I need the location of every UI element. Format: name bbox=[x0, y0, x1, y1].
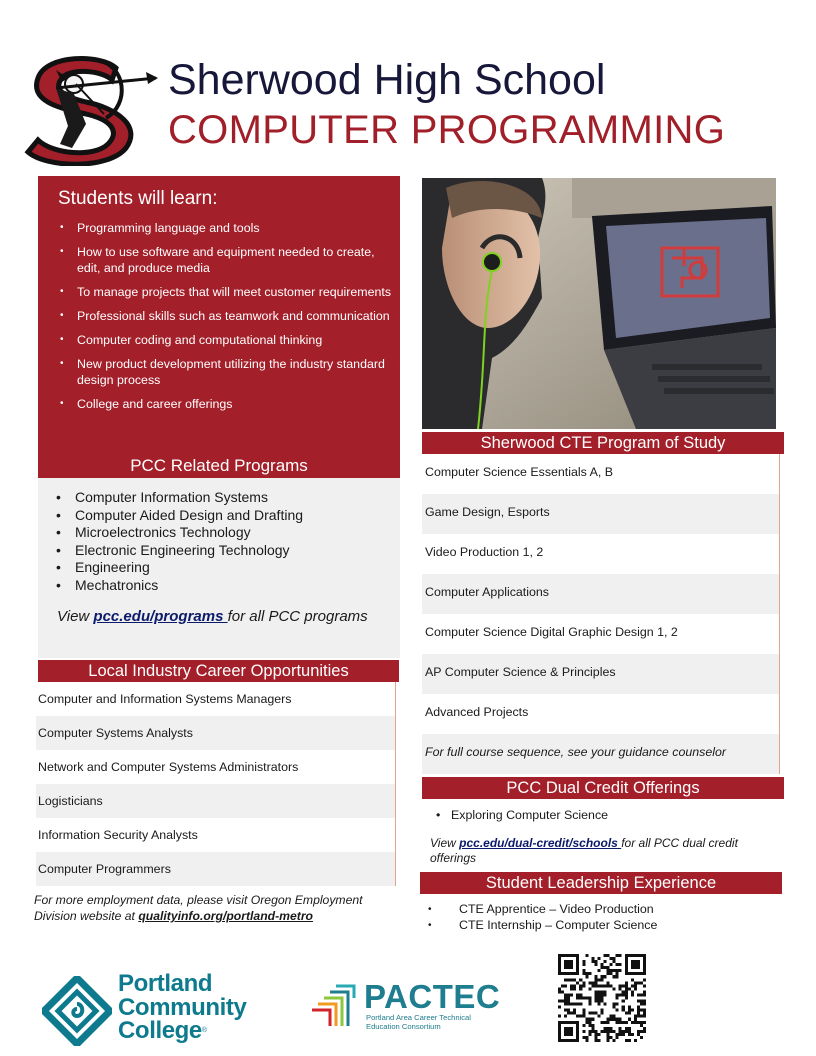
list-item: • Computer Aided Design and Drafting bbox=[56, 507, 303, 525]
list-item: • How to use software and equipment needed to create, edit, and produce media bbox=[58, 244, 398, 276]
pactec-name: PACTEC bbox=[364, 978, 501, 1015]
qr-code-icon bbox=[558, 954, 646, 1042]
pcc-programs-list bbox=[56, 489, 303, 595]
table-row: Computer and Information Systems Managers bbox=[38, 692, 292, 706]
list-item: • CTE Apprentice – Video Production bbox=[428, 902, 657, 918]
pactec-mark-icon bbox=[308, 980, 360, 1028]
table-row: Network and Computer Systems Administrators bbox=[38, 760, 299, 774]
pcc-word-3: College bbox=[118, 1017, 202, 1044]
table-row: Information Security Analysts bbox=[38, 828, 198, 842]
table-row: Computer Applications bbox=[422, 574, 779, 614]
pcc-logo bbox=[40, 972, 290, 1048]
pcc-programs-note bbox=[57, 608, 368, 625]
pcc-related-title: PCC Related Programs bbox=[130, 456, 308, 475]
school-logo-icon bbox=[16, 48, 162, 166]
pcc-wordmark bbox=[118, 972, 246, 1043]
note-suffix: for all PCC dual credit offerings bbox=[430, 836, 738, 865]
pcc-emblem-icon bbox=[42, 976, 112, 1046]
list-item: • Programming language and tools bbox=[58, 220, 398, 236]
list-item: • Electronic Engineering Technology bbox=[56, 542, 303, 560]
dual-credit-note bbox=[430, 836, 780, 866]
table-row: Logisticians bbox=[36, 784, 395, 818]
learn-list bbox=[58, 220, 398, 420]
pactec-logo bbox=[308, 976, 501, 1036]
qualityinfo-link[interactable]: qualityinfo.org/portland-metro bbox=[138, 909, 314, 923]
table-row: Computer Science Essentials A, B bbox=[425, 465, 614, 479]
table-row: Computer Programmers bbox=[36, 852, 395, 886]
pcc-word-1: Portland bbox=[118, 970, 213, 997]
list-item: • Mechatronics bbox=[56, 577, 303, 595]
employment-note bbox=[34, 892, 404, 924]
dual-credit-item-label: Exploring Computer Science bbox=[451, 808, 609, 822]
career-list bbox=[36, 682, 396, 886]
list-item: • Professional skills such as teamwork and communication bbox=[58, 308, 398, 324]
pcc-word-2: Community bbox=[118, 993, 247, 1021]
note-suffix: for all PCC programs bbox=[227, 608, 368, 625]
list-item: • CTE Internship – Computer Science bbox=[428, 918, 657, 934]
learn-heading: Students will learn: bbox=[58, 188, 218, 209]
school-name: Sherwood High School bbox=[168, 56, 606, 104]
local-industry-header: Local Industry Career Opportunities bbox=[38, 660, 399, 682]
leadership-header: Student Leadership Experience bbox=[420, 872, 782, 894]
list-item: • Engineering bbox=[56, 559, 303, 577]
list-item: • New product development utilizing the industry standard design process bbox=[58, 356, 398, 388]
pactec-subtitle: Portland Area Career Technical Education Consortium bbox=[366, 1013, 471, 1031]
table-row: Computer Systems Analysts bbox=[36, 716, 395, 750]
cte-note: For full course sequence, see your guidance counselor bbox=[422, 734, 779, 774]
cte-course-list bbox=[422, 454, 780, 774]
table-row: Video Production 1, 2 bbox=[425, 545, 544, 559]
pcc-word-3-wrap bbox=[118, 1019, 246, 1043]
note-prefix: View bbox=[430, 836, 460, 850]
dual-credit-link[interactable]: pcc.edu/dual-credit/schools bbox=[459, 836, 622, 850]
pcc-programs-panel bbox=[38, 478, 400, 658]
list-item: • Microelectronics Technology bbox=[56, 524, 303, 542]
list-item: • To manage projects that will meet customer requirements bbox=[58, 284, 398, 300]
list-item: • College and career offerings bbox=[58, 396, 398, 412]
program-title: COMPUTER PROGRAMMING bbox=[168, 108, 726, 152]
student-photo bbox=[422, 178, 776, 429]
list-item: • Computer coding and computational thinking bbox=[58, 332, 398, 348]
employment-note-text: For more employment data, please visit Oregon Employment Division website at bbox=[34, 893, 363, 923]
dual-credit-item bbox=[436, 808, 608, 822]
table-row: Game Design, Esports bbox=[422, 494, 779, 534]
table-row: Computer Science Digital Graphic Design 1, 2 bbox=[425, 625, 678, 639]
dual-credit-header: PCC Dual Credit Offerings bbox=[422, 777, 784, 799]
pcc-programs-link[interactable]: pcc.edu/programs bbox=[93, 608, 228, 625]
table-row: Advanced Projects bbox=[425, 705, 529, 719]
pcc-registered-mark: ® bbox=[201, 1027, 207, 1034]
list-item: • Computer Information Systems bbox=[56, 489, 303, 507]
leadership-list bbox=[428, 902, 657, 933]
note-prefix: View bbox=[57, 608, 94, 625]
cte-header: Sherwood CTE Program of Study bbox=[422, 432, 784, 454]
table-row: AP Computer Science & Principles bbox=[422, 654, 779, 694]
learn-panel bbox=[38, 176, 400, 478]
